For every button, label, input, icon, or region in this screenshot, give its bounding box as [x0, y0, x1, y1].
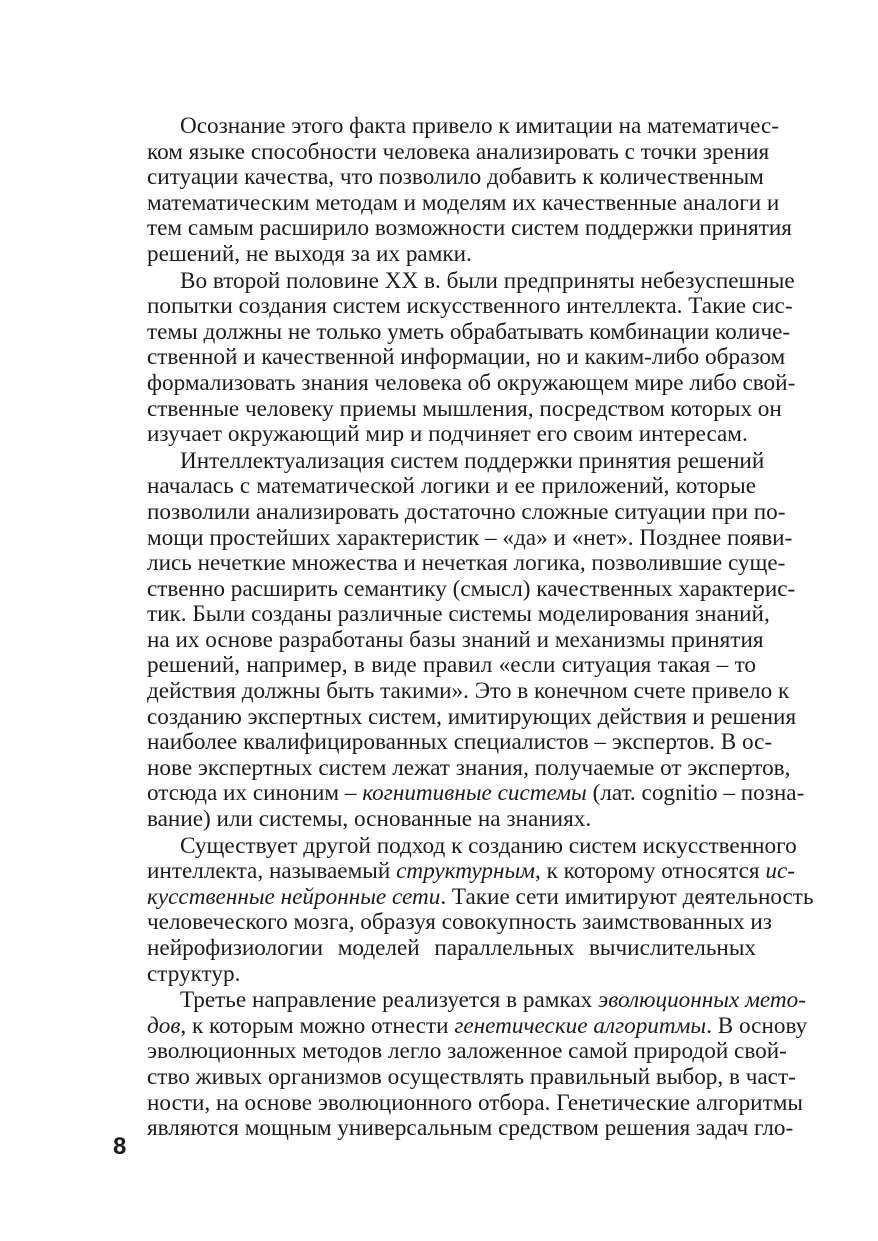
text-run: . Такие сети имитируют деятельность [440, 883, 814, 910]
text-line: началась с математической логики и ее приложений, которые [147, 473, 756, 500]
text-line: человеческого мозга, образуя совокупность заимствованных из [147, 909, 772, 936]
text-line: ком языке способности человека анализировать с точки зрения [147, 138, 770, 165]
text-run: Третье направление реализуется в рамках [180, 987, 599, 1014]
italic-term: эволюционных мето- [598, 987, 806, 1014]
text-line: ситуации качества, что позволило добавить к количественным [147, 164, 764, 191]
text-line [114, 987, 806, 1014]
text-line: ство живых организмов осуществлять правильный выбор, в част- [147, 1063, 796, 1090]
text-line: математическим методам и моделям их качественные аналоги и [147, 189, 780, 216]
text-line [114, 1012, 808, 1040]
text-line: ственно расширить семантику (смысл) качественных характерис- [147, 575, 796, 602]
paragraph-2 [114, 267, 796, 448]
text-line [114, 780, 805, 807]
text-line: позволили анализировать достаточно сложные ситуации при по- [147, 498, 786, 525]
text-line: мощи простейших характеристик – «да» и «нет». Позднее появи- [147, 524, 793, 551]
text-line: Интеллектуализация систем поддержки принятия решений [180, 447, 765, 474]
body-text [114, 113, 814, 1142]
text-run: . В основу [706, 1012, 808, 1039]
text-line: действия должны быть такими». Это в конечном счете привело к [147, 678, 790, 705]
text-run: (лат. cognitio – позна- [586, 780, 805, 807]
text-line: решений, не выходя за их рамки. [147, 240, 472, 267]
text-line: Во второй половине XX в. были предприняты небезуспешные [180, 267, 795, 294]
italic-term: когнитивные системы [362, 780, 587, 807]
italic-term: генетические алгоритмы [454, 1012, 707, 1039]
text-line: лись нечеткие множества и нечеткая логика, позволившие суще- [147, 550, 786, 577]
text-line: вание) или системы, основанные на знаниях. [147, 806, 592, 833]
text-line: тем самым расширило возможности систем поддержки принятия [147, 215, 792, 242]
text-run: интеллекта, называемый [147, 858, 397, 885]
paragraph-5 [114, 987, 808, 1142]
text-line: ственные человеку приемы мышления, посредством которых он [147, 395, 782, 422]
text-line: формализовать знания человека об окружающем мире либо свой- [147, 369, 796, 396]
text-line: ственной и качественной информации, но и каким-либо образом [147, 344, 786, 371]
text-line: Осознание этого факта привело к имитации на математичес- [180, 113, 780, 139]
text-line: попытки создания систем искусственного интеллекта. Такие сис- [147, 293, 793, 320]
text-line: темы должны не только уметь обрабатывать комбинации количе- [147, 318, 791, 345]
text-line: Существует другой подход к созданию систем искусственного [180, 832, 797, 859]
text-line: нейрофизиологии моделей параллельных вычислительных [147, 935, 756, 961]
text-line: решений, например, в виде правил «если ситуация такая – то [147, 652, 756, 679]
text-line: тик. Были созданы различные системы моделирования знаний, [147, 601, 770, 628]
text-line: являются мощным универсальным средством решения задач гло- [147, 1115, 794, 1142]
paragraph-1 [114, 113, 792, 268]
text-line: нове экспертных систем лежат знания, получаемые от экспертов, [147, 754, 791, 781]
text-line: изучает окружающий мир и подчиняет его своим интересам. [147, 421, 748, 448]
italic-term: кусственные нейронные сети [147, 883, 441, 910]
paragraph-3 [114, 447, 805, 833]
paragraph-4 [114, 832, 814, 988]
text-line [114, 883, 814, 911]
text-run: , к которым можно отнести [180, 1012, 455, 1039]
italic-term: дов [147, 1012, 181, 1039]
italic-term: ис- [765, 858, 795, 885]
page-number: 8 [113, 1133, 127, 1160]
text-line: структур. [147, 960, 241, 987]
italic-term: структурным [396, 858, 535, 885]
text-line: на их основе разработаны базы знаний и механизмы принятия [147, 626, 764, 653]
text-line: эволюционных методов легло заложенное самой природой свой- [147, 1038, 787, 1065]
text-run: отсюда их синоним – [147, 780, 363, 807]
text-line: наиболее квалифицированных специалистов – экспертов. В ос- [147, 729, 773, 756]
text-line: созданию экспертных систем, имитирующих действия и решения [147, 703, 797, 730]
text-line: ности, на основе эволюционного отбора. Генетические алгоритмы [147, 1089, 803, 1116]
text-line [114, 858, 795, 885]
text-run: , к которому относятся [534, 858, 766, 885]
